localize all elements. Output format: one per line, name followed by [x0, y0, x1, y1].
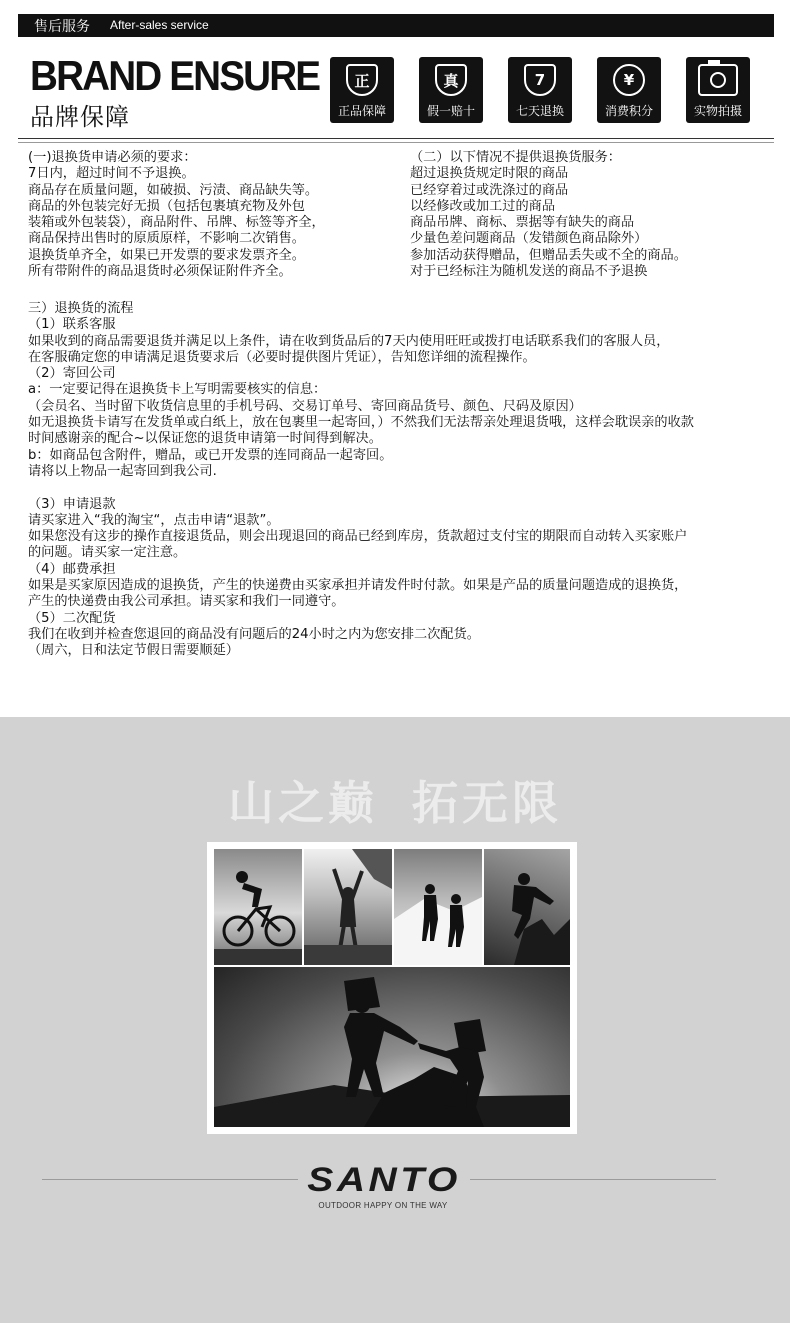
- rule-line: 参加活动获得赠品，但赠品丢失或不全的商品。: [410, 247, 687, 263]
- rock-climber-photo: [484, 849, 570, 965]
- brand-title-en: BRAND ENSURE: [30, 52, 320, 99]
- promo-section: [0, 717, 790, 1323]
- coin-icon: ¥: [613, 64, 645, 96]
- process-line: 请买家进入“我的淘宝“，点击申请“退款”。: [28, 512, 280, 528]
- process-line: 如果是买家原因造成的退换货，产生的快递费由买家承担并请发件时付款。如果是产品的质量问题造成的退换货，: [28, 578, 688, 594]
- rule-line: 所有带附件的商品退货时必须保证附件齐全。: [28, 264, 292, 280]
- shield-icon: 7: [524, 64, 556, 96]
- shield-icon: 真: [435, 64, 467, 96]
- process-line: 的问题。请买家一定注意。: [28, 545, 187, 561]
- rule-line: 7日内，超过时间不予退换。: [28, 166, 195, 182]
- process-step-title: （1）联系客服: [28, 317, 116, 333]
- process-step-title: （3）申请退款: [28, 496, 116, 512]
- process-line: 产生的快递费由我公司承担。请买家和我们一同遵守。: [28, 594, 345, 610]
- header-title-cn: 售后服务: [34, 19, 90, 35]
- photo-collage: [207, 842, 577, 1134]
- divider: [18, 142, 774, 143]
- process-line: 如果您没有这步的操作直接退货品，则会出现退回的商品已经到库房，货款超过支付宝的期限而自动转入买家账户: [28, 529, 688, 545]
- climber-summit-photo: [304, 849, 392, 965]
- divider: [18, 138, 774, 139]
- header-bar: [18, 14, 774, 37]
- badge-genuine: [330, 57, 394, 123]
- return-requirements: [28, 150, 325, 280]
- badge-seven-day-return: [508, 57, 572, 123]
- process-step-title: （5）二次配货: [28, 610, 116, 626]
- slogan: [0, 767, 790, 833]
- snow-hikers-photo: [394, 849, 482, 965]
- divider: [470, 1179, 716, 1180]
- process-line: 在客服确定您的申请满足退货要求后（必要时提供图片凭证），告知您详细的流程操作。: [28, 349, 536, 365]
- badge-label: 假一赔十: [426, 104, 475, 118]
- rule-line: 商品的外包装完好无损（包括包裹填充物及外包: [28, 198, 305, 214]
- process-line: 请将以上物品一起寄回到我公司.: [28, 463, 217, 479]
- badge-label: 七天退换: [515, 104, 564, 118]
- process-line: （周六，日和法定节假日需要顺延）: [28, 643, 239, 659]
- rule-line: 少量色差问题商品（发错颜色商品除外）: [410, 231, 648, 247]
- slogan-part2: 拓无限: [412, 776, 562, 830]
- rule-line: 商品吊牌、商标、票据等有缺失的商品: [410, 215, 635, 231]
- process-line: a：一定要记得在退换货卡上写明需要核实的信息：: [28, 382, 327, 398]
- rule-line: 已经穿着过或洗涤过的商品: [410, 182, 569, 198]
- process-line: 如果收到的商品需要退货并满足以上条件，请在收到货品后的7天内使用旺旺或拨打电话联系我们的客服人员，: [28, 333, 670, 349]
- process-step-title: （4）邮费承担: [28, 561, 116, 577]
- rule-line: (一)退换货申请必须的要求：: [28, 150, 197, 165]
- badge-label: 消费积分: [604, 104, 653, 118]
- no-return-conditions: [410, 150, 687, 280]
- process-heading: 三）退换货的流程: [28, 301, 134, 316]
- rule-line: 对于已经标注为随机发送的商品不予退换: [410, 264, 648, 280]
- process-spacer: [28, 480, 764, 496]
- shield-icon: 正: [346, 64, 378, 96]
- rule-line: 以经修改或加工过的商品: [410, 198, 556, 214]
- header-title-en: After-sales service: [110, 18, 209, 32]
- process-line: 我们在收到并检查您退回的商品没有问题后的24小时之内为您安排二次配货。: [28, 626, 480, 642]
- badge-label: 正品保障: [337, 104, 386, 118]
- badge-label: 实物拍摄: [693, 104, 742, 118]
- process-line: （会员名、当时留下收货信息里的手机号码、交易订单号、寄回商品货号、颜色、尺码及原因）: [28, 398, 582, 414]
- rule-line: 装箱或外包装袋），商品附件、吊牌、标签等齐全，: [28, 215, 325, 231]
- rule-line: 退换货单齐全，如果已开发票的要求发票齐全。: [28, 247, 305, 263]
- brand-tagline: OUTDOOR HAPPY ON THE WAY: [318, 1201, 448, 1210]
- brand-logo: SANTO: [307, 1161, 461, 1199]
- rule-line: 商品保持出售时的原质原样，不影响二次销售。: [28, 231, 305, 247]
- cyclist-silhouette-photo: [214, 849, 302, 965]
- process-line: 如无退换货卡请写在发货单或白纸上，放在包裹里一起寄回，）不然我们无法帮亲处理退货哦，这样会耽误亲的收款: [28, 415, 694, 431]
- process-line: 时间感谢亲的配合~以保证您的退货申请第一时间得到解决。: [28, 431, 382, 447]
- badge-real-photo: [686, 57, 750, 123]
- divider: [42, 1179, 298, 1180]
- helping-hand-hikers-photo: [214, 967, 570, 1127]
- badge-points: [597, 57, 661, 123]
- rule-line: （二）以下情况不提供退换货服务：: [410, 150, 621, 165]
- camera-icon: [698, 64, 738, 96]
- guarantee-badges: [330, 57, 760, 125]
- badge-compensation: [419, 57, 483, 123]
- process-line: b：如商品包含附件，赠品，或已开发票的连同商品一起寄回。: [28, 447, 393, 463]
- rule-line: 商品存在质量问题，如破损、污渍、商品缺失等。: [28, 182, 319, 198]
- process-step-title: （2）寄回公司: [28, 366, 116, 382]
- rule-line: 超过退换货规定时限的商品: [410, 166, 569, 182]
- return-process: [28, 301, 764, 660]
- brand-title-cn: 品牌保障: [30, 103, 130, 131]
- slogan-part1: 山之巅: [228, 776, 378, 830]
